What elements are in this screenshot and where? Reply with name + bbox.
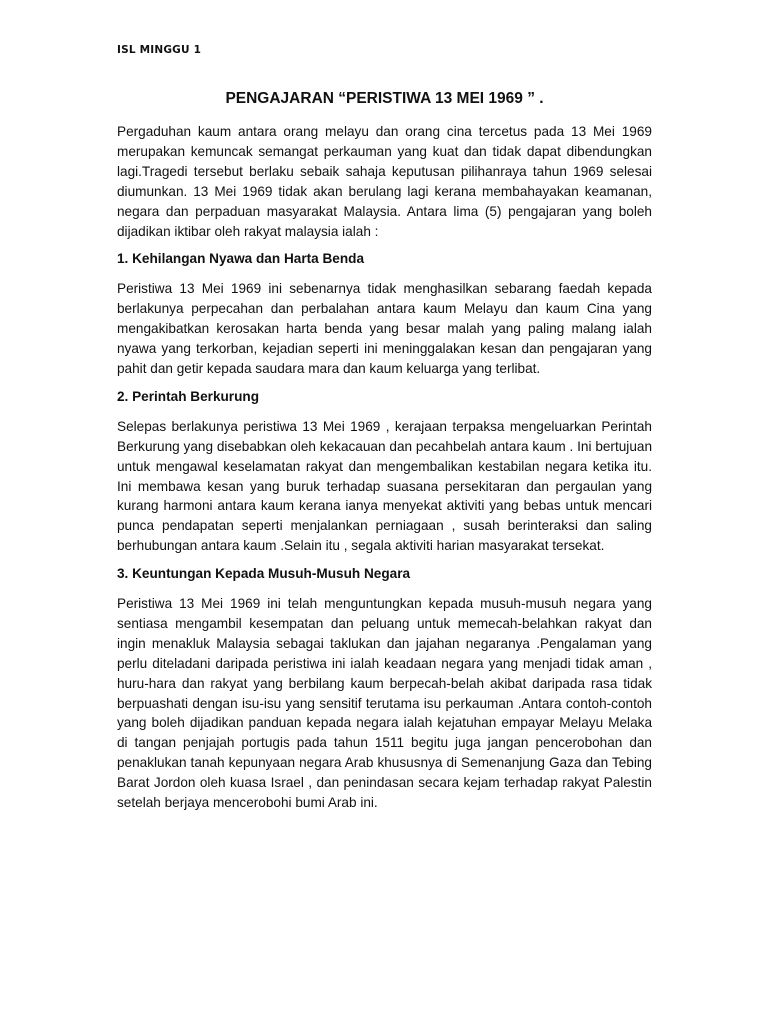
intro-paragraph: Pergaduhan kaum antara orang melayu dan orang cina tercetus pada 13 Mei 1969 merupakan kemuncak semangat perkauman yang kuat dan tidak dapat dibendungkan lagi.Tragedi tersebut berlaku sebaik sahaja keputusan pilihanraya tahun 1969 selesai diumunkan. 13 Mei 1969 tidak akan berulang lagi kerana membahayakan keamanan, negara dan perpaduan masyarakat Malaysia. Antara lima (5) pengajaran yang boleh dijadikan iktibar oleh rakyat malaysia ialah : bbox=[117, 124, 652, 239]
section-body-1: Peristiwa 13 Mei 1969 ini sebenarnya tidak menghasilkan sebarang faedah kepada berlakunya perpecahan dan perbalahan antara kaum Melayu dan kaum Cina yang mengakibatkan kerosakan harta benda yang besar malah yang paling malang ialah nyawa yang terkorban, kejadian seperti ini meninggalakan kesan dan pengajaran yang pahit dan getir kepada saudara mara dan kaum keluarga yang terlibat. bbox=[117, 281, 652, 376]
section-body-2: Selepas berlakunya peristiwa 13 Mei 1969 , kerajaan terpaksa mengeluarkan Perintah Berkurung yang disebabkan oleh kekacauan dan pecahbelah antara kaum . Ini bertujuan untuk mengawal keselamatan rakyat dan mengembalikan kestabilan negara ketika itu. Ini membawa kesan yang buruk terhadap suasana persekitaran dan pergaulan yang kurang harmoni antara kaum kerana ianya menyekat aktiviti yang bebas untuk mencari punca pendapatan seperti menjalankan perniagaan , susah berinteraksi dan saling berhubungan antara kaum .Selain itu , segala aktiviti harian masyarakat tersekat. bbox=[117, 418, 652, 554]
header-label: ISL MINGGU 1 bbox=[117, 44, 202, 56]
document-body bbox=[117, 122, 652, 821]
section-body-3: Peristiwa 13 Mei 1969 ini telah menguntungkan kepada musuh-musuh negara yang sentiasa mengambil kesempatan dan peluang untuk memecah-belahkan rakyat dan ingin menakluk Malaysia sebagai taklukan dan jajahan negaranya .Pengalaman yang perlu diteladani daripada peristiwa ini ialah keadaan negara yang menjadi tidak aman , huru-hara dan rakyat yang berbilang kaum berpecah-belah akibat daripada rasa tidak berpuashati dengan isu-isu yang sensitif terutama isu perkauman .Antara contoh-contoh yang boleh dijadikan panduan kepada negara ialah kejatuhan empayar Melayu Melaka di tangan penjajah portugis pada tahun 1511 begitu juga jangan pencerobohan dan penaklukan tanah kepunyaan negara Arab khususnya di Semenanjung Gaza dan Tebing Barat Jordon oleh kuasa Israel , dan penindasan secara kejam terhadap rakyat Palestin setelah berjaya mencerobohi bumi Arab ini. bbox=[117, 596, 652, 811]
page-title: PENGAJARAN “PERISTIWA 13 MEI 1969 ” . bbox=[225, 90, 544, 107]
section-heading-1: 1. Kehilangan Nyawa dan Harta Benda bbox=[117, 251, 365, 267]
section-heading-3: 3. Keuntungan Kepada Musuh-Musuh Negara bbox=[117, 566, 411, 582]
section-heading-2: 2. Perintah Berkurung bbox=[117, 388, 260, 404]
